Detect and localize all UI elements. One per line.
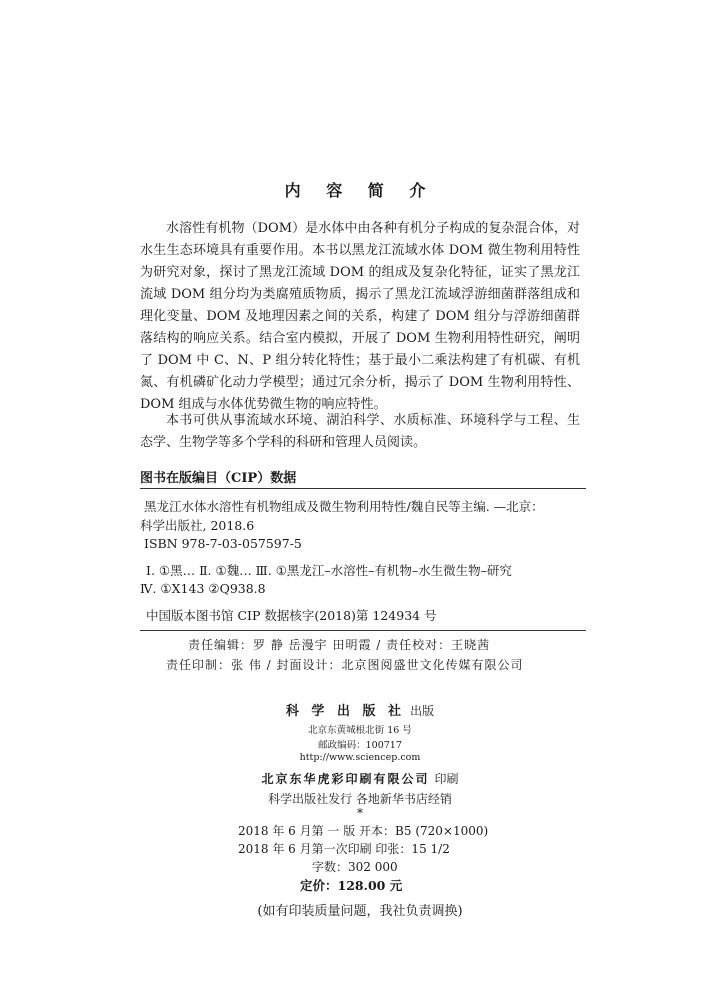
word-count: 字数：302 000	[312, 860, 398, 874]
publisher-postcode: 邮政编码：100717	[318, 740, 402, 751]
distribution-line: 科学出版社发行 各地新华书店经销	[268, 792, 452, 806]
publisher-line	[0, 700, 720, 719]
printer-line	[0, 768, 720, 787]
printer-name: 北京东华虎彩印刷有限公司	[261, 772, 430, 786]
quality-note: (如有印装质量问题，我社负责调换)	[257, 904, 463, 919]
cip-top-rule	[140, 488, 586, 489]
intro-paragraph-1-text: 水溶性有机物（DOM）是水体中由各种有机分子构成的复杂混合体，对水生生态环境具有重要作用。本书以黑龙江流域水体 DOM 微生物利用特性为研究对象，探讨了黑龙江流域 DOM 的组成及复杂化特征，证实了黑龙江流域 DOM 组分均为类腐殖质物质，揭示了黑龙江流域浮游细菌群落组成和理化变量、DOM 及地理因素之间的关系，构建了 DOM 组分与浮游细菌群落结构的响应关系。结合室内模拟，开展了 DOM 生物利用特性研究，阐明了 DOM 中 C、N、P 组分转化特性；基于最小二乘法构建了有机碳、有机氮、有机磷矿化动力学模型；通过冗余分析，揭示了 DOM 生物利用特性、DOM 组成与水体优势微生物的响应特性。	[140, 221, 580, 412]
cip-line-4: Ⅰ. ①黑… Ⅱ. ①魏… Ⅲ. ①黑龙江–水溶性–有机物–水生微生物–研究	[146, 563, 512, 578]
intro-paragraph-2-text: 本书可供从事流域水环境、湖泊科学、水质标准、环境科学与工程、生态学、生物学等多个学科的科研和管理人员阅读。	[140, 413, 580, 450]
staff-line-1: 责任编辑：罗 静 岳漫宇 田明霞 / 责任校对：王晓茜	[188, 638, 491, 652]
cip-line-6: 中国版本图书馆 CIP 数据核字(2018)第 124934 号	[146, 608, 437, 623]
edition-line-2: 2018 年 6 月第一次印刷 印张：15 1/2	[238, 842, 450, 856]
edition-line-1: 2018 年 6 月第 一 版 开本：B5 (720×1000)	[238, 824, 489, 838]
printer-suffix: 印刷	[434, 772, 459, 786]
publisher-suffix: 出版	[410, 704, 435, 718]
publisher-website: http://www.sciencep.com	[299, 752, 421, 763]
cip-heading: 图书在版编目（CIP）数据	[140, 471, 297, 486]
cip-line-5: Ⅳ. ①X143 ②Q938.8	[140, 581, 266, 596]
cip-line-1: 黑龙江水体水溶性有机物组成及微生物利用特性/魏自民等主编. —北京：	[144, 499, 544, 514]
cip-line-2: 科学出版社, 2018.6	[140, 518, 255, 533]
cip-bottom-rule	[140, 630, 586, 631]
cip-line-3: ISBN 978-7-03-057597-5	[144, 536, 302, 551]
staff-line-2: 责任印制：张 伟 / 封面设计：北京图阅盛世文化传媒有限公司	[166, 658, 524, 672]
intro-paragraph-1	[140, 218, 580, 416]
publisher-address: 北京东黄城根北街 16 号	[308, 725, 412, 736]
price: 定价：128.00 元	[300, 878, 403, 893]
intro-paragraph-2	[140, 410, 580, 454]
publisher-name: 科 学 出 版 社	[285, 704, 405, 719]
page-title: 内 容 简 介	[284, 181, 436, 200]
separator-star: *	[357, 806, 363, 820]
